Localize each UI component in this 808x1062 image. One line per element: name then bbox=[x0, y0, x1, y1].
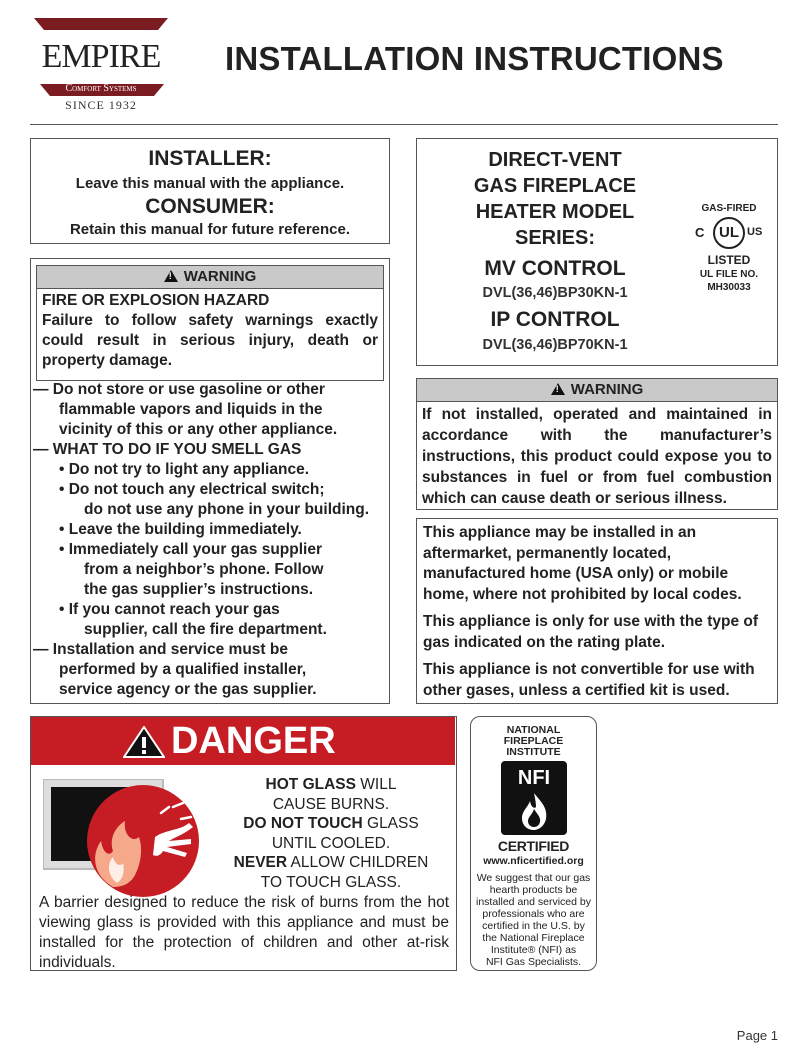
list-line: performed by a qualified installer, bbox=[59, 661, 307, 678]
list-line: • If you cannot reach your gas bbox=[59, 601, 280, 618]
logo-since: SINCE 1932 bbox=[65, 98, 137, 112]
warning-hazard-title: FIRE OR EXPLOSION HAZARD bbox=[42, 292, 270, 309]
warning-triangle-icon bbox=[551, 383, 565, 395]
product-title-line: DIRECT-VENT bbox=[488, 149, 622, 171]
nfi-heading: FIREPLACE bbox=[503, 735, 564, 747]
empire-logo bbox=[30, 18, 172, 114]
nfi-text-line: certified in the U.S. by bbox=[482, 920, 585, 932]
nfi-text-line: Institute® (NFI) as bbox=[490, 944, 577, 956]
nfi-logo-letters: NFI bbox=[517, 767, 551, 789]
appliance-info-paragraph: This appliance is only for use with the type of gas indicated on the rating plate. bbox=[423, 613, 759, 651]
list-line: flammable vapors and liquids in the bbox=[59, 401, 323, 418]
hot-glass-rest: WILL bbox=[355, 776, 397, 793]
danger-label: DANGER bbox=[171, 720, 336, 762]
nfi-heading: NATIONAL bbox=[506, 724, 561, 736]
list-line: vicinity of this or any other appliance. bbox=[59, 421, 338, 438]
warning-triangle-icon bbox=[164, 270, 178, 282]
hot-glass-pictogram bbox=[43, 779, 213, 897]
ul-gas-fired: GAS-FIRED bbox=[701, 203, 757, 214]
nfi-text-line: the National Fireplace bbox=[482, 932, 585, 944]
ul-file-label: UL FILE NO. bbox=[699, 269, 759, 280]
ul-circle-icon: UL bbox=[713, 217, 745, 249]
warning-header bbox=[417, 379, 777, 402]
list-line: do not use any phone in your building. bbox=[84, 501, 370, 518]
list-line: supplier, call the fire department. bbox=[84, 621, 327, 638]
hot-glass-line: CAUSE BURNS. bbox=[272, 795, 390, 813]
exposure-warning-text: If not installed, operated and maintained in accordance with the manufacturer’s instructions, this product could expose you to substances in fuel or from fuel combustion which can cause death or serious illness. bbox=[422, 406, 772, 507]
hot-glass-line bbox=[213, 853, 449, 873]
ul-c: C bbox=[695, 225, 705, 240]
list-line: service agency or the gas supplier. bbox=[59, 681, 317, 698]
do-not-touch-bold: DO NOT TOUCH bbox=[243, 815, 363, 832]
danger-triangle-icon bbox=[123, 726, 165, 758]
nfi-text-line: We suggest that our gas bbox=[476, 872, 591, 884]
installer-heading: INSTALLER: bbox=[148, 147, 272, 170]
nfi-text-line: hearth products be bbox=[489, 884, 578, 896]
appliance-info-paragraph: This appliance may be installed in an aftermarket, permanently located, manufactured home (USA only) or mobile home, where not prohibited by local codes. bbox=[423, 524, 742, 603]
mv-model-number: DVL(36,46)BP30KN-1 bbox=[482, 285, 628, 301]
installer-text: Leave this manual with the appliance. bbox=[75, 175, 345, 192]
list-line: • Leave the building immediately. bbox=[59, 521, 302, 538]
warning-header bbox=[37, 266, 383, 289]
consumer-heading: CONSUMER: bbox=[145, 195, 275, 218]
do-not-touch-rest: GLASS bbox=[362, 815, 419, 832]
mv-control-heading: MV CONTROL bbox=[484, 257, 626, 280]
ul-listing-mark bbox=[689, 203, 769, 313]
hot-glass-bold: HOT GLASS bbox=[265, 776, 356, 793]
ul-us: US bbox=[747, 226, 763, 238]
nfi-certification-badge bbox=[470, 716, 597, 971]
product-title-line: SERIES: bbox=[514, 227, 596, 249]
never-rest: ALLOW CHILDREN bbox=[287, 854, 429, 871]
page-number: Page 1 bbox=[736, 1028, 778, 1043]
product-title-line: HEATER MODEL bbox=[475, 201, 635, 223]
warning-label: WARNING bbox=[570, 381, 644, 398]
header-divider bbox=[30, 124, 778, 125]
fire-hazard-warning bbox=[30, 258, 390, 704]
ul-listed: LISTED bbox=[707, 253, 751, 267]
hot-glass-line bbox=[213, 814, 449, 834]
list-line: • Do not touch any electrical switch; bbox=[59, 481, 325, 498]
product-title-line: GAS FIREPLACE bbox=[473, 175, 637, 197]
nfi-text-line: installed and serviced by bbox=[476, 896, 591, 908]
installer-notice bbox=[30, 138, 390, 244]
list-line: the gas supplier’s instructions. bbox=[84, 581, 314, 598]
logo-brand: EMPIRE bbox=[41, 38, 161, 75]
exposure-warning bbox=[416, 378, 778, 510]
consumer-text: Retain this manual for future reference. bbox=[69, 221, 351, 238]
list-line: — WHAT TO DO IF YOU SMELL GAS bbox=[33, 441, 302, 458]
list-line: • Immediately call your gas supplier bbox=[59, 541, 322, 558]
warning-inner-box bbox=[36, 265, 384, 381]
never-bold: NEVER bbox=[233, 854, 288, 871]
nfi-url: www.nficertified.org bbox=[483, 855, 584, 867]
nfi-text-line: NFI Gas Specialists. bbox=[485, 956, 582, 968]
product-info-box bbox=[416, 138, 778, 366]
nfi-text-line: professionals who are bbox=[482, 908, 585, 920]
page-title: INSTALLATION INSTRUCTIONS bbox=[225, 40, 724, 77]
appliance-info-paragraph: This appliance is not convertible for use with other gases, unless a certified kit is used. bbox=[423, 661, 755, 699]
logo-subtitle: Comfort Systems bbox=[65, 83, 137, 94]
danger-box bbox=[30, 716, 457, 971]
hot-glass-line bbox=[213, 775, 449, 795]
warning-label: WARNING bbox=[183, 268, 257, 285]
hot-glass-warning-text bbox=[213, 775, 449, 892]
hot-glass-line: UNTIL COOLED. bbox=[271, 834, 391, 852]
list-line: — Installation and service must be bbox=[33, 641, 288, 658]
nfi-certified: CERTIFIED bbox=[497, 838, 570, 854]
nfi-flame-logo-icon bbox=[501, 761, 567, 835]
hot-glass-line: TO TOUCH GLASS. bbox=[260, 873, 402, 891]
nfi-heading: INSTITUTE bbox=[506, 746, 561, 758]
ip-control-heading: IP CONTROL bbox=[490, 308, 620, 331]
list-line: from a neighbor’s phone. Follow bbox=[84, 561, 324, 578]
barrier-text: A barrier designed to reduce the risk of burns from the hot viewing glass is provided with this appliance and must be installed for the protection of children and other at-risk individuals. bbox=[39, 894, 449, 971]
list-line: • Do not try to light any appliance. bbox=[59, 461, 309, 478]
ul-file-number: MH30033 bbox=[707, 282, 751, 293]
appliance-info-box bbox=[416, 518, 778, 704]
warning-hazard-text: Failure to follow safety warnings exactly could result in serious injury, death or property damage. bbox=[42, 312, 378, 369]
danger-header bbox=[31, 717, 455, 765]
list-line: — Do not store or use gasoline or other bbox=[33, 381, 325, 398]
ip-model-number: DVL(36,46)BP70KN-1 bbox=[482, 337, 628, 353]
